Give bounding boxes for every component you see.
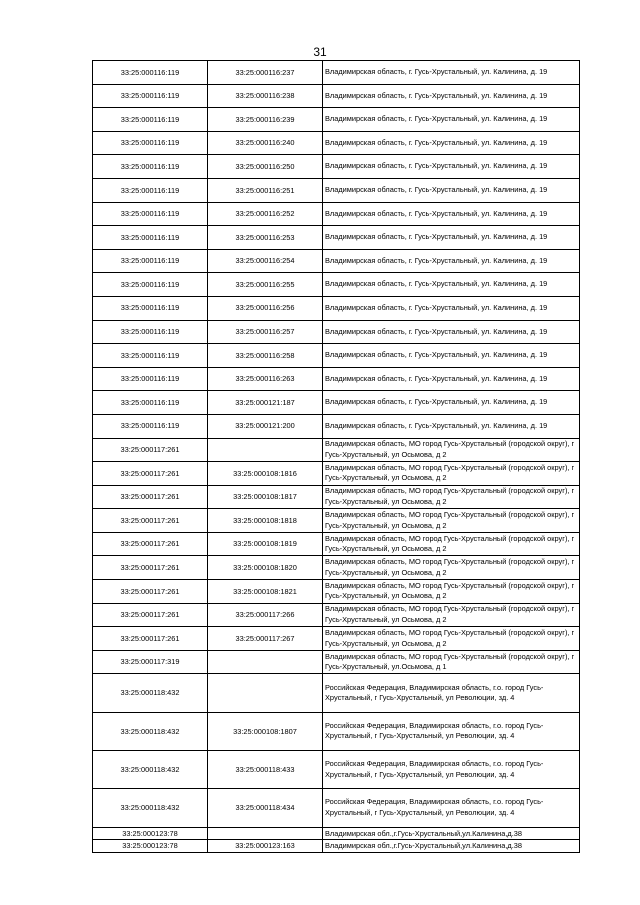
address-cell: Владимирская область, МО город Гусь-Хрустальный (городской округ), г Гусь-Хрустальный, ул Осьмова, д 2 xyxy=(323,509,580,533)
parcel-number-cell: 33:25:000118:432 xyxy=(93,751,208,789)
object-number-cell: 33:25:000116:250 xyxy=(208,155,323,179)
table-row xyxy=(93,556,580,580)
parcel-number-cell: 33:25:000117:261 xyxy=(93,462,208,486)
object-number-cell: 33:25:000121:187 xyxy=(208,391,323,415)
parcel-number-cell: 33:25:000123:78 xyxy=(93,840,208,853)
object-number-cell xyxy=(208,650,323,674)
table-row xyxy=(93,627,580,651)
table-row xyxy=(93,131,580,155)
parcel-number-cell: 33:25:000116:119 xyxy=(93,273,208,297)
address-cell: Владимирская область, МО город Гусь-Хрустальный (городской округ), г Гусь-Хрустальный, ул Осьмова, д 2 xyxy=(323,603,580,627)
object-number-cell: 33:25:000116:256 xyxy=(208,296,323,320)
parcel-number-cell: 33:25:000117:261 xyxy=(93,485,208,509)
object-number-cell: 33:25:000116:238 xyxy=(208,84,323,108)
parcel-number-cell: 33:25:000116:119 xyxy=(93,344,208,368)
address-cell: Владимирская область, г. Гусь-Хрустальный, ул. Калинина, д. 19 xyxy=(323,178,580,202)
object-number-cell: 33:25:000108:1817 xyxy=(208,485,323,509)
table-row xyxy=(93,827,580,840)
object-number-cell xyxy=(208,827,323,840)
object-number-cell: 33:25:000123:163 xyxy=(208,840,323,853)
address-cell: Владимирская область, МО город Гусь-Хрустальный (городской округ), г Гусь-Хрустальный, ул Осьмова, д 2 xyxy=(323,556,580,580)
parcel-number-cell: 33:25:000123:78 xyxy=(93,827,208,840)
address-cell: Владимирская область, г. Гусь-Хрустальный, ул. Калинина, д. 19 xyxy=(323,202,580,226)
table-row xyxy=(93,789,580,827)
address-cell: Владимирская область, г. Гусь-Хрустальный, ул. Калинина, д. 19 xyxy=(323,84,580,108)
object-number-cell: 33:25:000117:267 xyxy=(208,627,323,651)
object-number-cell: 33:25:000108:1818 xyxy=(208,509,323,533)
object-number-cell: 33:25:000108:1821 xyxy=(208,580,323,604)
object-number-cell: 33:25:000121:200 xyxy=(208,414,323,438)
address-cell: Владимирская область, г. Гусь-Хрустальный, ул. Калинина, д. 19 xyxy=(323,131,580,155)
address-cell: Российская Федерация, Владимирская область, г.о. город Гусь-Хрустальный, г Гусь-Хрустальный, ул Революции, зд. 4 xyxy=(323,712,580,750)
address-cell: Владимирская область, МО город Гусь-Хрустальный (городской округ), г Гусь-Хрустальный, ул Осьмова, д 2 xyxy=(323,580,580,604)
object-number-cell: 33:25:000116:240 xyxy=(208,131,323,155)
object-number-cell xyxy=(208,674,323,712)
parcel-number-cell: 33:25:000117:261 xyxy=(93,509,208,533)
object-number-cell: 33:25:000116:258 xyxy=(208,344,323,368)
object-number-cell: 33:25:000108:1819 xyxy=(208,532,323,556)
table-row xyxy=(93,249,580,273)
table-row xyxy=(93,178,580,202)
address-cell: Владимирская область, г. Гусь-Хрустальный, ул. Калинина, д. 19 xyxy=(323,155,580,179)
address-cell: Владимирская область, г. Гусь-Хрустальный, ул. Калинина, д. 19 xyxy=(323,320,580,344)
object-number-cell: 33:25:000117:266 xyxy=(208,603,323,627)
address-cell: Владимирская область, МО город Гусь-Хрустальный (городской округ), г Гусь-Хрустальный, ул Осьмова, д 2 xyxy=(323,438,580,462)
object-number-cell: 33:25:000116:237 xyxy=(208,61,323,85)
table-row xyxy=(93,751,580,789)
parcel-number-cell: 33:25:000116:119 xyxy=(93,320,208,344)
address-cell: Владимирская область, МО город Гусь-Хрустальный (городской округ), г Гусь-Хрустальный, ул Осьмова, д 2 xyxy=(323,532,580,556)
address-cell: Владимирская обл.,г.Гусь-Хрустальный,ул.Калинина,д.38 xyxy=(323,840,580,853)
object-number-cell: 33:25:000116:253 xyxy=(208,226,323,250)
object-number-cell: 33:25:000116:254 xyxy=(208,249,323,273)
parcel-number-cell: 33:25:000116:119 xyxy=(93,367,208,391)
address-cell: Владимирская область, г. Гусь-Хрустальный, ул. Калинина, д. 19 xyxy=(323,249,580,273)
address-cell: Владимирская область, г. Гусь-Хрустальный, ул. Калинина, д. 19 xyxy=(323,108,580,132)
parcel-number-cell: 33:25:000116:119 xyxy=(93,391,208,415)
parcel-number-cell: 33:25:000116:119 xyxy=(93,202,208,226)
object-number-cell: 33:25:000116:255 xyxy=(208,273,323,297)
parcel-number-cell: 33:25:000118:432 xyxy=(93,712,208,750)
table-row xyxy=(93,674,580,712)
parcel-number-cell: 33:25:000116:119 xyxy=(93,178,208,202)
object-number-cell: 33:25:000108:1816 xyxy=(208,462,323,486)
parcel-number-cell: 33:25:000116:119 xyxy=(93,131,208,155)
parcel-number-cell: 33:25:000117:261 xyxy=(93,438,208,462)
table-row xyxy=(93,226,580,250)
object-number-cell: 33:25:000116:257 xyxy=(208,320,323,344)
parcel-number-cell: 33:25:000116:119 xyxy=(93,155,208,179)
table-row xyxy=(93,202,580,226)
table-row xyxy=(93,580,580,604)
address-cell: Владимирская область, г. Гусь-Хрустальный, ул. Калинина, д. 19 xyxy=(323,226,580,250)
address-cell: Владимирская область, МО город Гусь-Хрустальный (городской округ), г Гусь-Хрустальный, ул Осьмова, д 2 xyxy=(323,462,580,486)
address-cell: Российская Федерация, Владимирская область, г.о. город Гусь-Хрустальный, г Гусь-Хрустальный, ул Революции, зд. 4 xyxy=(323,674,580,712)
parcel-number-cell: 33:25:000117:261 xyxy=(93,532,208,556)
address-cell: Владимирская область, г. Гусь-Хрустальный, ул. Калинина, д. 19 xyxy=(323,391,580,415)
object-number-cell xyxy=(208,438,323,462)
parcel-number-cell: 33:25:000118:432 xyxy=(93,674,208,712)
address-cell: Владимирская область, г. Гусь-Хрустальный, ул. Калинина, д. 19 xyxy=(323,414,580,438)
address-cell: Владимирская область, г. Гусь-Хрустальный, ул. Калинина, д. 19 xyxy=(323,296,580,320)
parcel-number-cell: 33:25:000117:261 xyxy=(93,580,208,604)
parcel-number-cell: 33:25:000116:119 xyxy=(93,414,208,438)
address-cell: Владимирская область, г. Гусь-Хрустальный, ул. Калинина, д. 19 xyxy=(323,273,580,297)
table-row xyxy=(93,840,580,853)
table-row xyxy=(93,155,580,179)
page-number: 31 xyxy=(313,45,327,59)
table-row xyxy=(93,344,580,368)
parcel-number-cell: 33:25:000116:119 xyxy=(93,226,208,250)
table-row xyxy=(93,61,580,85)
object-number-cell: 33:25:000118:434 xyxy=(208,789,323,827)
table-row xyxy=(93,391,580,415)
table-row xyxy=(93,650,580,674)
object-number-cell: 33:25:000108:1807 xyxy=(208,712,323,750)
parcel-number-cell: 33:25:000116:119 xyxy=(93,108,208,132)
object-number-cell: 33:25:000118:433 xyxy=(208,751,323,789)
address-cell: Владимирская область, МО город Гусь-Хрустальный (городской округ), г Гусь-Хрустальный, ул Осьмова, д 2 xyxy=(323,485,580,509)
table-row xyxy=(93,273,580,297)
object-number-cell: 33:25:000116:263 xyxy=(208,367,323,391)
table-row xyxy=(93,532,580,556)
address-cell: Владимирская область, г. Гусь-Хрустальный, ул. Калинина, д. 19 xyxy=(323,61,580,85)
object-number-cell: 33:25:000108:1820 xyxy=(208,556,323,580)
parcel-number-cell: 33:25:000116:119 xyxy=(93,296,208,320)
object-number-cell: 33:25:000116:252 xyxy=(208,202,323,226)
object-number-cell: 33:25:000116:239 xyxy=(208,108,323,132)
table-row xyxy=(93,712,580,750)
address-cell: Владимирская область, г. Гусь-Хрустальный, ул. Калинина, д. 19 xyxy=(323,367,580,391)
table-row xyxy=(93,509,580,533)
address-cell: Владимирская область, МО город Гусь-Хрустальный (городской округ), г Гусь-Хрустальный, ул Осьмова, д 2 xyxy=(323,627,580,651)
table-row xyxy=(93,438,580,462)
table-row xyxy=(93,320,580,344)
parcel-number-cell: 33:25:000118:432 xyxy=(93,789,208,827)
parcel-number-cell: 33:25:000116:119 xyxy=(93,61,208,85)
table-row xyxy=(93,296,580,320)
parcel-number-cell: 33:25:000117:261 xyxy=(93,603,208,627)
table-row xyxy=(93,414,580,438)
table-row xyxy=(93,108,580,132)
parcel-number-cell: 33:25:000117:319 xyxy=(93,650,208,674)
address-cell: Владимирская область, г. Гусь-Хрустальный, ул. Калинина, д. 19 xyxy=(323,344,580,368)
address-cell: Российская Федерация, Владимирская область, г.о. город Гусь-Хрустальный, г Гусь-Хрустальный, ул Революции, зд. 4 xyxy=(323,789,580,827)
address-cell: Владимирская обл.,г.Гусь-Хрустальный,ул.Калинина,д.38 xyxy=(323,827,580,840)
address-cell: Владимирская область, МО город Гусь-Хрустальный (городской округ), г Гусь-Хрустальный, ул.Осьмова, д 1 xyxy=(323,650,580,674)
object-number-cell: 33:25:000116:251 xyxy=(208,178,323,202)
table-row xyxy=(93,603,580,627)
parcel-number-cell: 33:25:000116:119 xyxy=(93,84,208,108)
table-row xyxy=(93,485,580,509)
parcel-number-cell: 33:25:000116:119 xyxy=(93,249,208,273)
address-cell: Российская Федерация, Владимирская область, г.о. город Гусь-Хрустальный, г Гусь-Хрустальный, ул Революции, зд. 4 xyxy=(323,751,580,789)
table-row xyxy=(93,367,580,391)
cadastral-table xyxy=(92,60,580,853)
table-row xyxy=(93,84,580,108)
parcel-number-cell: 33:25:000117:261 xyxy=(93,556,208,580)
table-row xyxy=(93,462,580,486)
table-body xyxy=(93,61,580,853)
parcel-number-cell: 33:25:000117:261 xyxy=(93,627,208,651)
